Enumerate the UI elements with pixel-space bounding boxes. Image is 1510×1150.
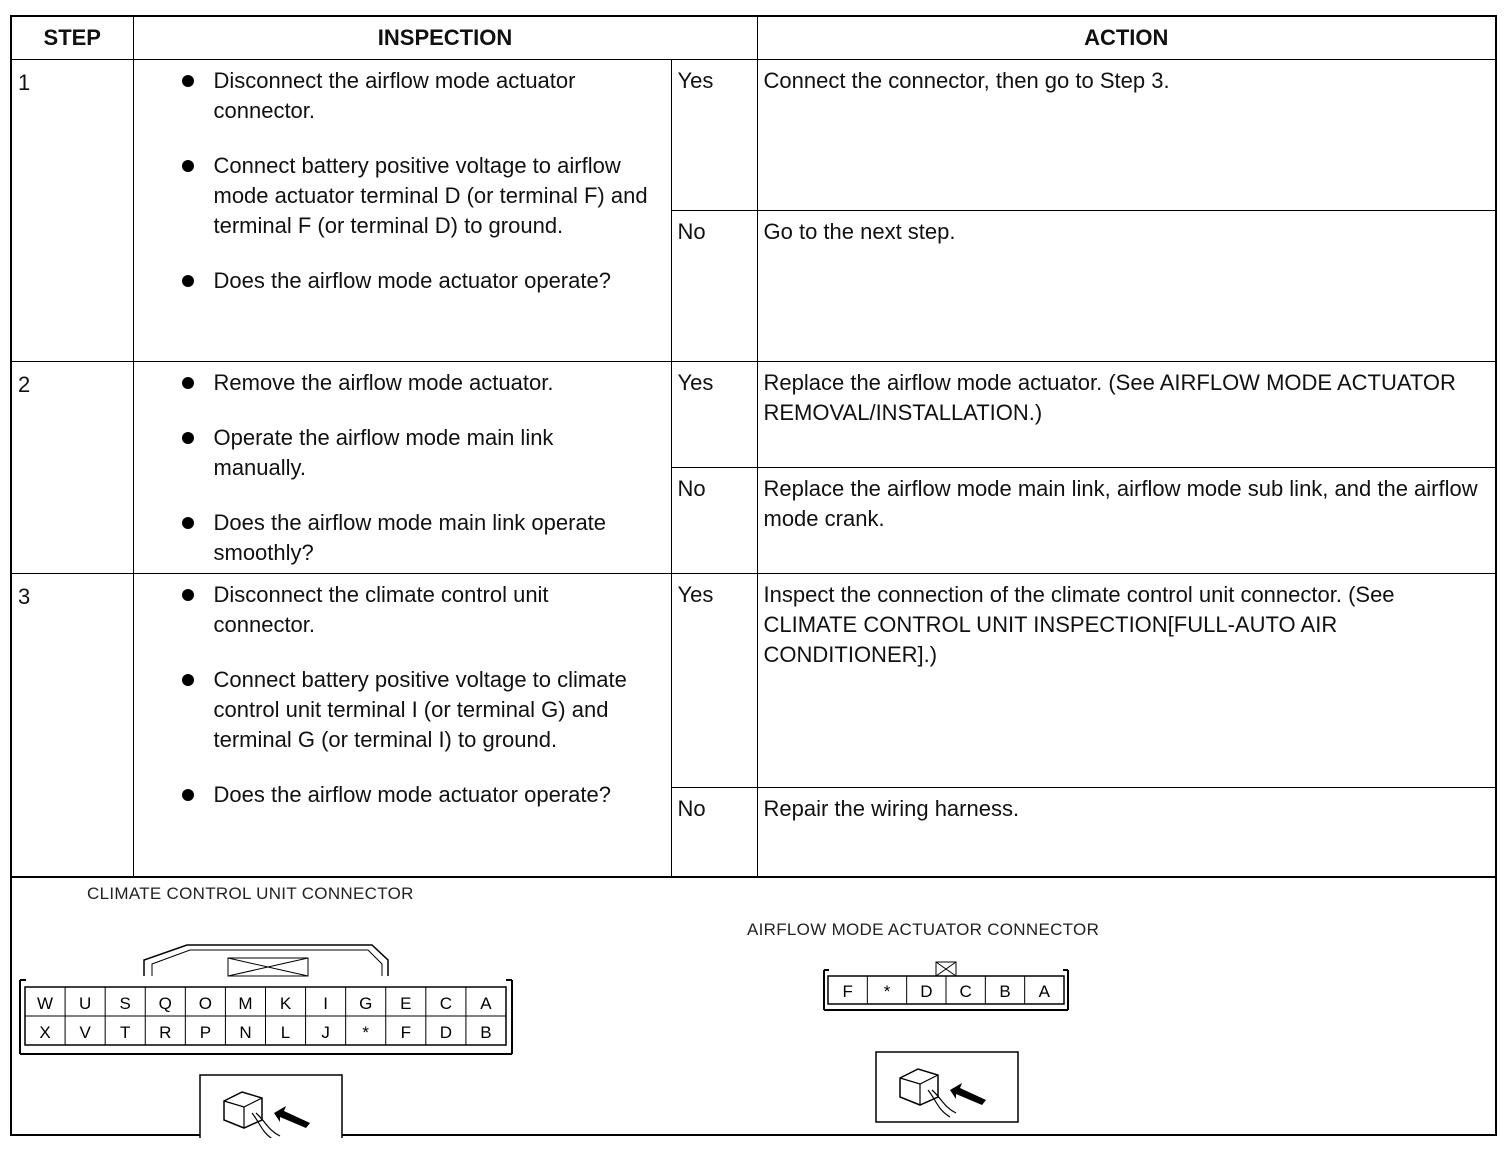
- inspection-item: Does the airflow mode main link operate smoothly?: [178, 508, 651, 568]
- no-action: Repair the wiring harness.: [757, 788, 1495, 877]
- terminal-label: R: [159, 1023, 172, 1042]
- terminal-label: S: [119, 994, 131, 1013]
- inspection-item: Does the airflow mode actuator operate?: [178, 780, 651, 810]
- terminal-label: E: [400, 994, 412, 1013]
- climate-connector-diagram: [12, 908, 532, 1138]
- table-row-step-3-yes: [12, 574, 1495, 788]
- terminal-label: W: [37, 994, 54, 1013]
- no-label: No: [671, 788, 757, 877]
- terminal-label: Q: [158, 994, 172, 1013]
- terminal-label: B: [999, 982, 1011, 1001]
- connector-figures: [12, 877, 1495, 1135]
- terminal-label: M: [238, 994, 253, 1013]
- inspection-item: Connect battery positive voltage to airflow mode actuator terminal D (or terminal F) and terminal F (or terminal D) to ground.: [178, 151, 651, 241]
- terminal-label: J: [321, 1023, 330, 1042]
- terminal-label: P: [199, 1023, 212, 1042]
- table-header-row: [12, 17, 1495, 60]
- terminal-label: A: [480, 994, 492, 1013]
- no-action: Replace the airflow mode main link, airflow mode sub link, and the airflow mode crank.: [757, 468, 1495, 574]
- probe-inspection-icon: [876, 1052, 1018, 1122]
- climate-connector-caption: CLIMATE CONTROL UNIT CONNECTOR: [87, 884, 414, 903]
- inspection-cell: [133, 574, 671, 877]
- no-action: Go to the next step.: [757, 211, 1495, 362]
- table-row-step-2-yes: [12, 362, 1495, 468]
- terminal-label: U: [78, 994, 92, 1013]
- terminal-label: *: [362, 1023, 370, 1042]
- yes-label: Yes: [671, 362, 757, 468]
- inspection-cell: [133, 362, 671, 574]
- yes-action: Inspect the connection of the climate control unit connector. (See CLIMATE CONTROL UNIT INSPECTION[FULL-AUTO AIR CONDITIONER].): [757, 574, 1495, 788]
- no-label: No: [671, 468, 757, 574]
- yes-action: Replace the airflow mode actuator. (See AIRFLOW MODE ACTUATOR REMOVAL/INSTALLATION.): [757, 362, 1495, 468]
- inspection-item: Remove the airflow mode actuator.: [178, 368, 651, 398]
- inspection-item: Disconnect the climate control unit connector.: [178, 580, 651, 640]
- terminal-label: C: [959, 982, 972, 1001]
- header-inspection: INSPECTION: [133, 17, 757, 60]
- yes-label: Yes: [671, 574, 757, 788]
- inspection-item: Disconnect the airflow mode actuator connector.: [178, 66, 651, 126]
- terminal-label: D: [439, 1023, 453, 1042]
- no-label: No: [671, 211, 757, 362]
- terminal-label: D: [920, 982, 933, 1001]
- terminal-label: C: [439, 994, 453, 1013]
- terminal-label: K: [279, 994, 292, 1013]
- terminal-label: L: [280, 1023, 291, 1042]
- terminal-label: G: [359, 994, 373, 1013]
- inspection-item: Connect battery positive voltage to climate control unit terminal I (or terminal G) and terminal G (or terminal I) to ground.: [178, 665, 651, 755]
- inspection-cell: [133, 60, 671, 362]
- diagnostic-procedure-frame: [10, 15, 1497, 1136]
- header-action: ACTION: [757, 17, 1495, 60]
- terminal-label: F: [400, 1023, 411, 1042]
- table-row-step-1-yes: [12, 60, 1495, 211]
- terminal-label: V: [79, 1023, 91, 1042]
- terminal-label: T: [120, 1023, 131, 1042]
- inspection-item: Does the airflow mode actuator operate?: [178, 266, 651, 296]
- step-number: 3: [12, 574, 133, 877]
- yes-label: Yes: [671, 60, 757, 211]
- terminal-label: I: [323, 994, 328, 1013]
- terminal-label: N: [239, 1023, 252, 1042]
- step-number: 1: [12, 60, 133, 362]
- actuator-connector-caption: AIRFLOW MODE ACTUATOR CONNECTOR: [747, 920, 1100, 939]
- terminal-label: B: [480, 1023, 492, 1042]
- terminal-label: O: [198, 994, 212, 1013]
- terminal-label: *: [883, 982, 891, 1001]
- terminal-label: A: [1038, 982, 1051, 1001]
- probe-inspection-icon: [200, 1075, 342, 1138]
- actuator-connector-diagram: [812, 958, 1112, 1138]
- yes-action: Connect the connector, then go to Step 3.: [757, 60, 1495, 211]
- terminal-label: X: [39, 1023, 51, 1042]
- header-step: STEP: [12, 17, 133, 60]
- inspection-table: [12, 17, 1495, 877]
- step-number: 2: [12, 362, 133, 574]
- inspection-item: Operate the airflow mode main link manually.: [178, 423, 651, 483]
- terminal-label: F: [842, 982, 853, 1001]
